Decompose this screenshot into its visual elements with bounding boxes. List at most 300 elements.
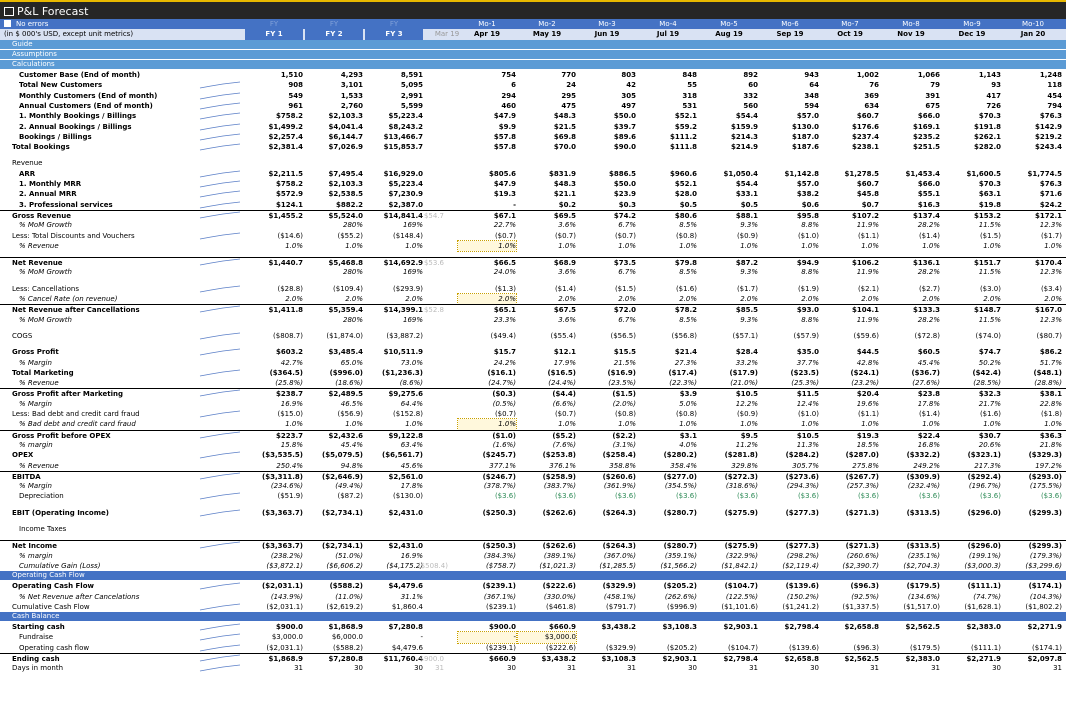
fy-value[interactable]: 2.0%: [285, 295, 303, 303]
month-value[interactable]: ($996.9): [667, 602, 697, 611]
fy-value[interactable]: 169%: [402, 221, 423, 230]
month-value[interactable]: $23.8: [917, 390, 940, 399]
fy-value[interactable]: $2,561.0: [388, 472, 423, 481]
month-value[interactable]: $214.3: [730, 132, 758, 141]
month-value[interactable]: ($287.0): [845, 451, 879, 460]
fy-value[interactable]: $124.1: [275, 200, 303, 209]
month-value[interactable]: 358.8%: [609, 461, 636, 470]
month-value[interactable]: 217.3%: [974, 461, 1001, 470]
month-value[interactable]: ($3.6): [979, 492, 1001, 501]
month-value[interactable]: ($323.1): [967, 451, 1001, 460]
fy-value[interactable]: ($2,646.9): [322, 472, 363, 481]
month-value[interactable]: $136.1: [912, 259, 940, 268]
month-value[interactable]: 1.0%: [618, 241, 636, 250]
month-value[interactable]: 275.8%: [852, 461, 879, 470]
month-value[interactable]: 770: [561, 71, 576, 79]
month-value[interactable]: $48.3: [553, 112, 576, 121]
month-value[interactable]: (24.7%): [488, 379, 516, 388]
fy-value[interactable]: $5,223.4: [388, 112, 423, 121]
fy-value[interactable]: ($293.9): [393, 284, 423, 293]
fy-value[interactable]: 73.0%: [400, 358, 423, 367]
fy-value[interactable]: $7,026.9: [328, 143, 363, 152]
month-value[interactable]: $19.8: [978, 200, 1001, 209]
month-value[interactable]: $23.9: [613, 190, 636, 199]
month-value[interactable]: ($1.0): [797, 410, 819, 418]
month-value[interactable]: $2,383.0: [905, 655, 940, 663]
month-value[interactable]: ($139.6): [789, 643, 819, 652]
month-value[interactable]: $9.9: [498, 122, 516, 131]
month-value[interactable]: $187.6: [791, 143, 819, 152]
month-value[interactable]: $38.2: [796, 190, 819, 199]
month-value[interactable]: $65.1: [493, 306, 516, 315]
month-value[interactable]: 2.0%: [1044, 295, 1062, 303]
month-value[interactable]: ($96.3): [853, 643, 879, 652]
fy-value[interactable]: 1.0%: [285, 241, 303, 250]
month-value[interactable]: $886.5: [608, 169, 636, 178]
month-value[interactable]: 1.0%: [861, 420, 879, 429]
month-value[interactable]: $21.1: [553, 190, 576, 199]
month-value[interactable]: ($264.3): [602, 542, 636, 551]
month-value[interactable]: $3,438.2: [541, 655, 576, 663]
month-value[interactable]: 1.0%: [558, 241, 576, 250]
column-header[interactable]: Mar 19: [434, 30, 460, 38]
month-value[interactable]: ($16.1): [487, 368, 516, 377]
fy-value[interactable]: 8,591: [400, 71, 423, 79]
month-value[interactable]: $70.0: [553, 143, 576, 152]
month-value[interactable]: ($1.1): [857, 231, 879, 240]
fy-value[interactable]: ($55.2): [337, 231, 363, 240]
fy-value[interactable]: $1,868.9: [328, 623, 363, 632]
column-header[interactable]: Jul 19: [656, 30, 680, 38]
month-value[interactable]: 2.0%: [558, 295, 576, 303]
month-value[interactable]: 33.2%: [735, 358, 758, 367]
month-value[interactable]: $2,562.5: [844, 655, 879, 663]
fy-value[interactable]: $2,431.0: [388, 508, 423, 517]
month-value[interactable]: $60.7: [856, 180, 879, 188]
fy-value[interactable]: $2,257.4: [268, 132, 303, 141]
month-value[interactable]: ($1,337.5): [842, 602, 879, 611]
month-value[interactable]: $21.5: [553, 122, 576, 131]
month-value[interactable]: ($0.7): [494, 231, 516, 240]
month-value[interactable]: $2,562.5: [905, 623, 940, 632]
column-header[interactable]: Sep 19: [776, 30, 804, 38]
month-value[interactable]: 348: [804, 91, 819, 100]
month-value[interactable]: (378.7%): [483, 482, 516, 491]
month-value[interactable]: ($56.5): [610, 331, 636, 340]
month-value[interactable]: ($111.1): [971, 643, 1001, 652]
month-value[interactable]: ($3.6): [554, 492, 576, 501]
month-value[interactable]: 5.0%: [679, 399, 697, 408]
month-value[interactable]: $57.8: [493, 132, 516, 141]
month-value[interactable]: ($72.8): [914, 331, 940, 340]
fy-value[interactable]: 1.0%: [405, 420, 423, 429]
month-value[interactable]: ($0.7): [494, 410, 516, 418]
month-value[interactable]: 1.0%: [861, 241, 879, 250]
month-value[interactable]: $9.5: [740, 431, 758, 440]
month-value[interactable]: $2,383.0: [966, 623, 1001, 632]
month-value[interactable]: $22.4: [917, 431, 940, 440]
month-value[interactable]: ($0.9): [736, 410, 758, 418]
month-value[interactable]: ($42.4): [972, 368, 1001, 377]
month-value[interactable]: 50.2%: [978, 358, 1001, 367]
month-value[interactable]: $72.0: [613, 306, 636, 315]
month-value[interactable]: ($16.9): [607, 368, 636, 377]
month-value[interactable]: $15.7: [493, 348, 516, 357]
fy-value[interactable]: ($3,872.1): [266, 561, 303, 570]
fy-value[interactable]: ($152.8): [393, 410, 423, 418]
month-value[interactable]: 21.8%: [1039, 440, 1062, 449]
month-value[interactable]: ($16.5): [547, 368, 576, 377]
month-value[interactable]: $172.1: [1034, 211, 1062, 220]
month-value[interactable]: 12.3%: [1039, 315, 1062, 324]
month-value[interactable]: $262.1: [973, 132, 1001, 141]
fy-value[interactable]: $5,359.4: [328, 306, 363, 315]
month-value[interactable]: $2,097.8: [1027, 655, 1062, 663]
month-value[interactable]: ($3,000.3): [964, 561, 1001, 570]
month-value[interactable]: $12.1: [553, 348, 576, 357]
fy-value[interactable]: $2,381.4: [268, 143, 303, 152]
fy-value[interactable]: $9,275.6: [388, 390, 423, 399]
month-value[interactable]: $90.0: [613, 143, 636, 152]
fy-value[interactable]: $2,431.0: [388, 542, 423, 551]
month-value[interactable]: 358.4%: [670, 461, 697, 470]
month-value[interactable]: (235.1%): [907, 551, 940, 560]
month-value[interactable]: ($48.1): [1033, 368, 1062, 377]
month-value[interactable]: 417: [986, 91, 1001, 100]
month-value[interactable]: ($277.3): [785, 542, 819, 551]
month-value[interactable]: $214.9: [730, 143, 758, 152]
month-value[interactable]: ($3.6): [918, 492, 940, 501]
fy-value[interactable]: ($2,031.1): [266, 643, 303, 652]
month-value[interactable]: $67.1: [493, 211, 516, 220]
fy-value[interactable]: ($51.9): [277, 492, 303, 501]
month-value[interactable]: $0.7: [861, 200, 879, 209]
month-value[interactable]: $107.2: [851, 211, 879, 220]
fy-value[interactable]: $900.0: [275, 623, 303, 632]
month-value[interactable]: ($1.0): [492, 431, 516, 440]
month-value[interactable]: ($36.7): [911, 368, 940, 377]
month-value[interactable]: ($280.7): [663, 542, 697, 551]
fy-value[interactable]: 63.4%: [400, 440, 423, 449]
month-value[interactable]: $111.8: [669, 143, 697, 152]
month-value[interactable]: ($17.9): [729, 368, 758, 377]
month-value[interactable]: 24.2%: [493, 358, 516, 367]
month-value[interactable]: ($17.4): [668, 368, 697, 377]
fy-value[interactable]: $2,103.3: [328, 180, 363, 188]
month-value[interactable]: (384.3%): [483, 551, 516, 560]
month-value[interactable]: ($57.9): [793, 331, 819, 340]
month-value[interactable]: ($1.6): [675, 284, 697, 293]
fy-value[interactable]: ($130.0): [393, 492, 423, 501]
month-value[interactable]: 531: [682, 101, 697, 110]
month-value[interactable]: $3,000.0: [518, 632, 576, 642]
month-value[interactable]: ($1.5): [612, 390, 636, 399]
month-value[interactable]: $133.3: [912, 306, 940, 315]
month-value[interactable]: ($2.2): [612, 431, 636, 440]
month-value[interactable]: $36.3: [1039, 431, 1062, 440]
month-value[interactable]: $3,438.2: [601, 623, 636, 632]
fy-value[interactable]: (11.0%): [335, 592, 363, 601]
month-value[interactable]: $282.0: [973, 143, 1001, 152]
month-value[interactable]: $2,271.9: [966, 655, 1001, 663]
month-value[interactable]: 18.5%: [856, 440, 879, 449]
month-value[interactable]: (0.5%): [492, 399, 516, 408]
month-value[interactable]: (175.5%): [1029, 482, 1062, 491]
fy-value[interactable]: 1.0%: [345, 241, 363, 250]
month-value[interactable]: 1,002: [856, 71, 879, 79]
month-value[interactable]: 4.0%: [679, 440, 697, 449]
section-guide[interactable]: Guide: [0, 40, 1066, 49]
month-value[interactable]: ($1,285.5): [599, 561, 636, 570]
month-value[interactable]: ($1,101.6): [721, 602, 758, 611]
month-value[interactable]: 460: [501, 101, 516, 110]
month-value[interactable]: ($264.3): [602, 508, 636, 517]
month-value[interactable]: 42: [626, 81, 636, 90]
month-value[interactable]: 560: [743, 101, 758, 110]
month-value[interactable]: $16.3: [917, 200, 940, 209]
month-value[interactable]: $167.0: [1034, 306, 1062, 315]
month-value[interactable]: 1.0%: [922, 420, 940, 429]
fy-value[interactable]: $14,399.1: [383, 306, 423, 315]
month-value[interactable]: $1,050.4: [723, 169, 758, 178]
month-value[interactable]: $191.8: [973, 122, 1001, 131]
month-value[interactable]: $70.3: [978, 180, 1001, 188]
month-value[interactable]: (262.6%): [664, 592, 697, 601]
fy-value[interactable]: 908: [288, 81, 303, 90]
month-value[interactable]: (134.6%): [907, 592, 940, 601]
month-value[interactable]: 1,143: [978, 71, 1001, 79]
column-header[interactable]: May 19: [532, 30, 562, 38]
fy-value[interactable]: ($2,031.1): [266, 602, 303, 611]
fy-value[interactable]: $4,479.6: [388, 582, 423, 591]
month-value[interactable]: ($313.5): [906, 542, 940, 551]
month-value[interactable]: 30: [992, 664, 1001, 673]
month-value[interactable]: $54.4: [735, 180, 758, 188]
month-value[interactable]: (318.6%): [725, 482, 758, 491]
month-value[interactable]: ($267.7): [845, 472, 879, 481]
month-value[interactable]: ($3.6): [736, 492, 758, 501]
month-value[interactable]: (21.0%): [730, 379, 758, 388]
fy-value[interactable]: 2,760: [340, 101, 363, 110]
month-value[interactable]: 794: [1047, 101, 1062, 110]
month-value[interactable]: $660.9: [488, 655, 516, 663]
month-value[interactable]: ($74.0): [975, 331, 1001, 340]
month-value[interactable]: 1.0%: [679, 420, 697, 429]
home-icon[interactable]: [4, 7, 14, 16]
fy-value[interactable]: $7,230.9: [388, 190, 423, 199]
month-value[interactable]: $69.8: [553, 132, 576, 141]
month-value[interactable]: ($0.7): [554, 231, 576, 240]
month-value[interactable]: 8.5%: [679, 315, 697, 324]
month-value[interactable]: -: [458, 632, 516, 642]
month-value[interactable]: $60.5: [917, 348, 940, 357]
month-value[interactable]: $52.1: [674, 180, 697, 188]
month-value[interactable]: ($0.3): [492, 390, 516, 399]
month-value[interactable]: $251.5: [912, 143, 940, 152]
month-value[interactable]: ($179.5): [910, 643, 940, 652]
fy-value[interactable]: 1,510: [280, 71, 303, 79]
month-value[interactable]: $57.0: [796, 112, 819, 121]
month-value[interactable]: ($174.1): [1032, 643, 1062, 652]
month-value[interactable]: 21.7%: [978, 399, 1001, 408]
month-value[interactable]: -: [513, 200, 516, 209]
month-value[interactable]: ($205.2): [667, 643, 697, 652]
month-value[interactable]: 8.5%: [679, 268, 697, 277]
month-value[interactable]: 60: [748, 81, 758, 90]
fy-value[interactable]: 1.0%: [345, 420, 363, 429]
month-value[interactable]: $137.4: [912, 211, 940, 220]
month-value[interactable]: (199.1%): [968, 551, 1001, 560]
month-value[interactable]: 305: [621, 91, 636, 100]
month-value[interactable]: ($284.2): [785, 451, 819, 460]
month-value[interactable]: $78.2: [674, 306, 697, 315]
fy-value[interactable]: $1,868.9: [268, 655, 303, 663]
month-value[interactable]: ($2,704.3): [903, 561, 940, 570]
month-value[interactable]: ($277.0): [663, 472, 697, 481]
month-value[interactable]: (361.9%): [603, 482, 636, 491]
fy-value[interactable]: $758.2: [275, 112, 303, 121]
fy-value[interactable]: 42.7%: [280, 358, 303, 367]
month-value[interactable]: 2.0%: [983, 295, 1001, 303]
month-value[interactable]: $57.0: [796, 180, 819, 188]
fy-value[interactable]: ($2,734.1): [322, 508, 363, 517]
fy-value[interactable]: 2.0%: [345, 295, 363, 303]
month-value[interactable]: ($104.7): [724, 582, 758, 591]
month-value[interactable]: ($245.7): [482, 451, 516, 460]
checkbox-icon[interactable]: [4, 20, 11, 27]
fy-value[interactable]: $572.9: [275, 190, 303, 199]
fy-value[interactable]: ($3,311.8): [262, 472, 303, 481]
month-value[interactable]: 11.5%: [978, 221, 1001, 230]
fy-value[interactable]: 250.4%: [276, 461, 303, 470]
month-value[interactable]: $47.9: [493, 112, 516, 121]
month-value[interactable]: 1,248: [1039, 71, 1062, 79]
month-value[interactable]: $54.4: [735, 112, 758, 121]
month-value[interactable]: $63.1: [978, 190, 1001, 199]
month-value[interactable]: (257.3%): [846, 482, 879, 491]
column-header[interactable]: FY 3: [365, 29, 423, 40]
month-value[interactable]: $76.3: [1039, 112, 1062, 121]
month-value[interactable]: ($2,119.4): [782, 561, 819, 570]
month-value[interactable]: $55.1: [917, 190, 940, 199]
month-value[interactable]: $85.5: [735, 306, 758, 315]
fy-value[interactable]: ($87.2): [337, 492, 363, 501]
month-value[interactable]: 3.6%: [558, 315, 576, 324]
section-ocf[interactable]: Operating Cash Flow: [0, 571, 1066, 580]
month-value[interactable]: ($250.3): [482, 508, 516, 517]
month-value[interactable]: ($332.2): [906, 451, 940, 460]
month-value[interactable]: 2.0%: [740, 295, 758, 303]
column-header[interactable]: Dec 19: [958, 30, 986, 38]
fy-value[interactable]: $223.7: [275, 431, 303, 440]
month-value[interactable]: 2.0%: [679, 295, 697, 303]
month-value[interactable]: 1.0%: [922, 241, 940, 250]
fy-value[interactable]: ($588.2): [329, 582, 363, 591]
month-value[interactable]: ($1.1): [857, 410, 879, 418]
month-value[interactable]: ($222.6): [546, 643, 576, 652]
month-value[interactable]: ($1.5): [979, 231, 1001, 240]
month-value[interactable]: $71.6: [1039, 190, 1062, 199]
fy-value[interactable]: ($3,363.7): [262, 542, 303, 551]
month-value[interactable]: $238.1: [851, 143, 879, 152]
month-value[interactable]: ($3.6): [797, 492, 819, 501]
month-value[interactable]: 892: [743, 71, 758, 79]
month-value[interactable]: $32.3: [978, 390, 1001, 399]
month-value[interactable]: $3,108.3: [662, 623, 697, 632]
month-value[interactable]: ($329.9): [602, 582, 636, 591]
month-value[interactable]: 1.0%: [618, 420, 636, 429]
month-value[interactable]: $45.8: [856, 190, 879, 199]
fy-value[interactable]: -: [420, 633, 423, 642]
fy-value[interactable]: $7,280.8: [388, 623, 423, 632]
month-value[interactable]: ($111.1): [967, 582, 1001, 591]
month-value[interactable]: ($3.6): [1040, 492, 1062, 501]
month-value[interactable]: $66.0: [917, 180, 940, 188]
month-value[interactable]: (28.8%): [1034, 379, 1062, 388]
month-value[interactable]: ($0.9): [736, 231, 758, 240]
month-value[interactable]: ($1,241.2): [782, 602, 819, 611]
month-value[interactable]: 634: [864, 101, 879, 110]
fy-value[interactable]: $14,692.9: [383, 259, 423, 268]
fy-value[interactable]: $2,103.3: [328, 112, 363, 121]
month-value[interactable]: ($253.8): [542, 451, 576, 460]
fy-value[interactable]: ($148.4): [393, 231, 423, 240]
month-value[interactable]: 8.8%: [801, 221, 819, 230]
fy-value[interactable]: (234.6%): [270, 482, 303, 491]
month-value[interactable]: ($3.6): [494, 492, 516, 501]
month-value[interactable]: (150.2%): [786, 592, 819, 601]
month-value[interactable]: 2.0%: [618, 295, 636, 303]
month-value[interactable]: $2,271.9: [1027, 623, 1062, 632]
fy-value[interactable]: ($2,031.1): [262, 582, 303, 591]
fy-value[interactable]: 45.4%: [340, 440, 363, 449]
fy-value[interactable]: 16.9%: [280, 399, 303, 408]
fy-value[interactable]: 31.1%: [400, 592, 423, 601]
month-value[interactable]: 28.2%: [917, 315, 940, 324]
fy-value[interactable]: $5,524.0: [328, 211, 363, 220]
fy-value[interactable]: $1,411.8: [268, 306, 303, 315]
fy-value[interactable]: $2,211.5: [268, 169, 303, 178]
month-value[interactable]: $176.6: [851, 122, 879, 131]
fy-value[interactable]: $13,466.7: [383, 132, 423, 141]
month-value[interactable]: 28.2%: [917, 221, 940, 230]
month-value[interactable]: $94.9: [796, 259, 819, 268]
month-value[interactable]: 30: [507, 664, 516, 673]
month-value[interactable]: (367.0%): [603, 551, 636, 560]
month-value[interactable]: ($273.6): [785, 472, 819, 481]
month-value[interactable]: $3.9: [679, 390, 697, 399]
month-value[interactable]: $2,903.1: [723, 623, 758, 632]
month-value[interactable]: 1.0%: [740, 241, 758, 250]
fy-value[interactable]: $2,387.0: [388, 200, 423, 209]
fy-value[interactable]: 17.8%: [400, 482, 423, 491]
month-value[interactable]: 1.0%: [1044, 420, 1062, 429]
fy-value[interactable]: 3,101: [340, 81, 363, 90]
fy-value[interactable]: $6,144.7: [328, 132, 363, 141]
month-value[interactable]: ($275.9): [724, 508, 758, 517]
month-value[interactable]: 369: [864, 91, 879, 100]
month-value[interactable]: ($275.9): [724, 542, 758, 551]
fy-value[interactable]: $10,511.9: [383, 348, 423, 357]
month-value[interactable]: 42.8%: [856, 358, 879, 367]
month-value[interactable]: ($1,802.2): [1025, 602, 1062, 611]
month-value[interactable]: 28.2%: [917, 268, 940, 277]
month-value[interactable]: ($0.7): [554, 410, 576, 418]
fy-value[interactable]: 2.0%: [405, 295, 423, 303]
month-value[interactable]: ($292.4): [967, 472, 1001, 481]
fy-value[interactable]: 30: [414, 664, 423, 673]
fy-value[interactable]: $758.2: [275, 180, 303, 188]
